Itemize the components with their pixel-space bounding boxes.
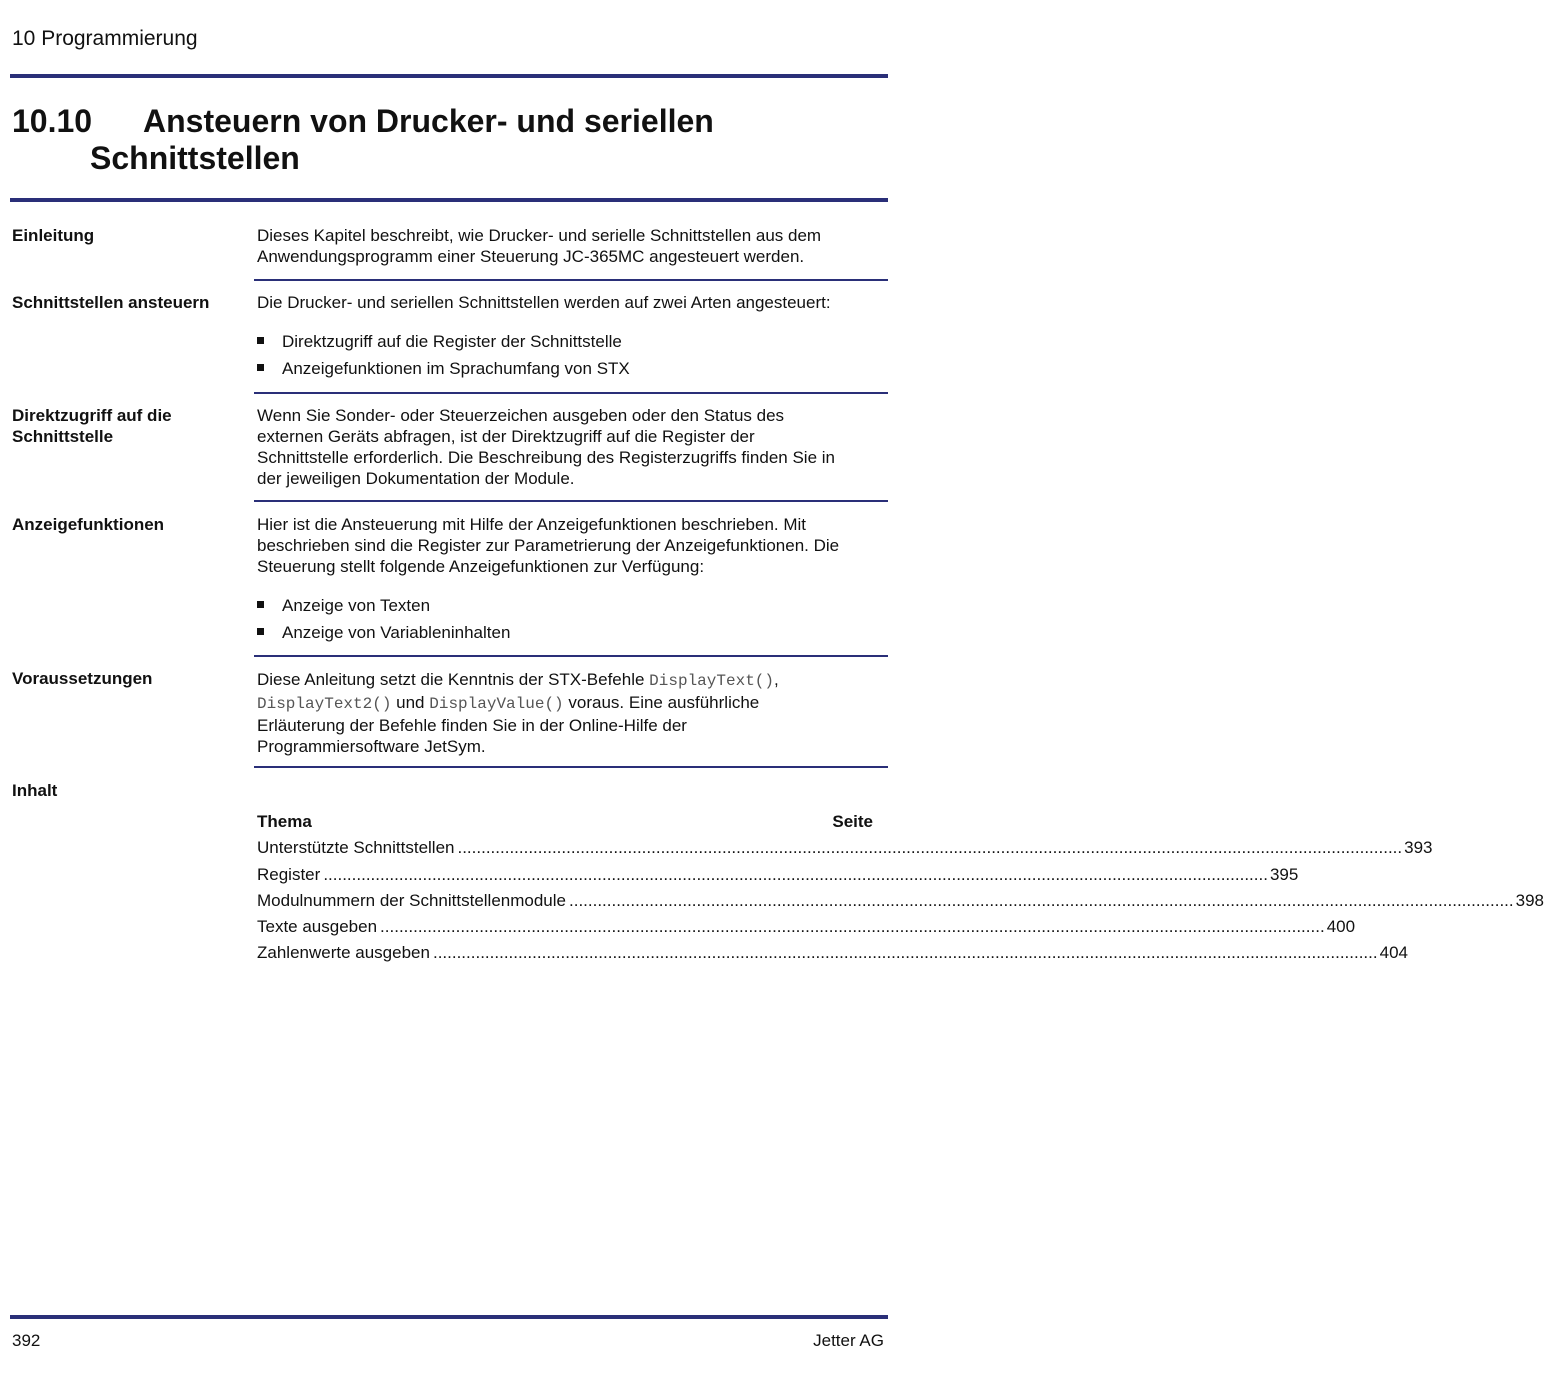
text-line: Diese Anleitung setzt die Kenntnis der STX-Befehle DisplayText(), — [257, 670, 779, 690]
chapter-title-line2: Schnittstellen — [90, 140, 300, 176]
toc-col-topic: Thema — [257, 812, 312, 831]
bullet-square — [257, 601, 264, 608]
text-line: Programmiersoftware JetSym. — [257, 737, 486, 756]
bullet-item: Anzeige von Variableninhalten — [257, 622, 510, 643]
page-number: 392 — [12, 1331, 41, 1350]
toc-row[interactable]: Register ........................................................................................................................................................................................................ 395 — [257, 864, 1299, 884]
chapter-number: 10.10 — [12, 103, 93, 139]
toc-header — [257, 812, 873, 838]
chapter-title-line1: Ansteuern von Drucker- und seriellen — [143, 103, 714, 139]
toc-leader: ........................................................................................................................................................................................................ — [457, 838, 1403, 858]
toc-row[interactable]: Zahlenwerte ausgeben ........................................................................................................................................................................................................ 404 — [257, 943, 1408, 963]
bullet-item: Anzeige von Texten — [257, 595, 430, 616]
title-rule — [10, 198, 888, 202]
bullet-square — [257, 337, 264, 344]
section-rule — [254, 655, 888, 657]
label-anzeigefunktionen: Anzeigefunktionen — [12, 515, 165, 534]
toc-row[interactable]: Unterstützte Schnittstellen ........................................................................................................................................................................................................ 393 — [257, 838, 1433, 858]
label-voraussetzungen: Voraussetzungen — [12, 669, 153, 688]
toc-leader: ........................................................................................................................................................................................................ — [323, 864, 1268, 884]
running-header: 10 Programmierung — [12, 27, 198, 50]
text-line: Wenn Sie Sonder- oder Steuerzeichen ausgeben oder den Status des — [257, 406, 785, 425]
bullet-square — [257, 628, 264, 635]
toc-row[interactable]: Modulnummern der Schnittstellenmodule ........................................................................................................................................................................................................ 398 — [257, 890, 1544, 910]
code-displayvalue: DisplayValue() — [429, 695, 564, 713]
text-line: Steuerung stellt folgende Anzeigefunktionen zur Verfügung: — [257, 557, 705, 576]
text-ansteuern: Die Drucker- und seriellen Schnittstellen werden auf zwei Arten angesteuert: — [257, 293, 831, 312]
text-einleitung — [257, 225, 887, 267]
bullet-item: Direktzugriff auf die Register der Schnittstelle — [257, 331, 622, 352]
company-name: Jetter AG — [813, 1331, 884, 1350]
label-ansteuern: Schnittstellen ansteuern — [12, 293, 210, 312]
section-rule — [254, 392, 888, 394]
text-line: DisplayText2() und DisplayValue() voraus. Eine ausführliche — [257, 693, 760, 713]
text-line: der jeweiligen Dokumentation der Module. — [257, 469, 575, 488]
text-direktzugriff — [257, 405, 887, 489]
chapter-title — [12, 103, 882, 177]
toc-leader: ........................................................................................................................................................................................................ — [380, 917, 1325, 937]
bullet-item: Anzeigefunktionen im Sprachumfang von STX — [257, 358, 630, 379]
bullet-square — [257, 364, 264, 371]
text-line: Dieses Kapitel beschreibt, wie Drucker- und serielle Schnittstellen aus dem — [257, 226, 822, 245]
text-line: Schnittstelle erforderlich. Die Beschreibung des Registerzugriffs finden Sie in — [257, 448, 835, 467]
text-line: Anwendungsprogramm einer Steuerung JC-365MC angesteuert werden. — [257, 247, 805, 266]
section-rule — [254, 500, 888, 502]
toc-row[interactable]: Texte ausgeben ........................................................................................................................................................................................................ 400 — [257, 917, 1356, 937]
label-inhalt: Inhalt — [12, 781, 58, 800]
code-displaytext2: DisplayText2() — [257, 695, 392, 713]
text-line: externen Geräts abfragen, ist der Direktzugriff auf die Register der — [257, 427, 755, 446]
label-direktzugriff: Direktzugriff auf die Schnittstelle — [12, 406, 172, 446]
text-voraussetzungen — [257, 669, 887, 757]
label-einleitung: Einleitung — [12, 226, 95, 245]
text-line: Hier ist die Ansteuerung mit Hilfe der Anzeigefunktionen beschrieben. Mit — [257, 515, 807, 534]
section-rule — [254, 766, 888, 768]
section-rule — [254, 279, 888, 281]
toc-leader: ........................................................................................................................................................................................................ — [432, 943, 1378, 963]
toc-leader: ........................................................................................................................................................................................................ — [569, 890, 1514, 910]
text-line: beschrieben sind die Register zur Parametrierung der Anzeigefunktionen. Die — [257, 536, 840, 555]
toc-col-page: Seite — [832, 812, 873, 831]
text-anzeigefunktionen — [257, 514, 887, 577]
toc-table — [257, 812, 1544, 970]
header-rule — [10, 74, 888, 78]
footer-rule — [10, 1315, 888, 1319]
code-displaytext: DisplayText() — [649, 672, 774, 690]
text-line: Erläuterung der Befehle finden Sie in der Online-Hilfe der — [257, 716, 687, 735]
